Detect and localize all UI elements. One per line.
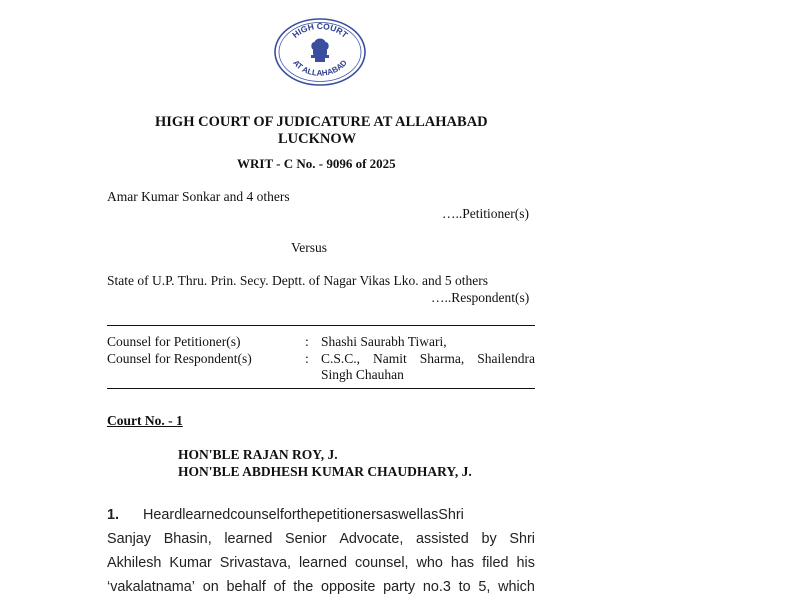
counsel-word: Shailendra xyxy=(477,351,535,366)
respondent-role: …..Respondent(s) xyxy=(431,290,530,305)
counsel-word: C.S.C., xyxy=(321,351,361,366)
paragraph-word: assisted xyxy=(416,531,469,547)
paragraph-word: 5, xyxy=(478,579,491,595)
paragraph-word: petitioners xyxy=(316,507,384,523)
paragraph-word: the xyxy=(296,507,317,523)
paragraph-word: behalf xyxy=(226,579,266,595)
paragraph-word: the xyxy=(293,579,314,595)
paragraph-word: has xyxy=(450,555,475,571)
paragraph-line-3 xyxy=(107,551,535,575)
paragraph-word: Bhasin, xyxy=(163,531,212,547)
paragraph-line-4 xyxy=(107,575,535,599)
counsel-respondent-value-line1 xyxy=(321,351,535,367)
respondent-name: State of U.P. Thru. Prin. Secy. Deptt. of Nagar Vikas Lko. and 5 others xyxy=(107,273,489,288)
paragraph-word: ‘vakalatnama’ xyxy=(107,579,195,595)
paragraph-word: counsel, xyxy=(354,555,409,571)
petitioner-role: …..Petitioner(s) xyxy=(442,206,529,221)
paragraph-word: on xyxy=(202,579,219,595)
counsel-petitioner-colon: : xyxy=(305,334,309,349)
svg-text:HIGH COURT xyxy=(290,21,350,40)
counsel-respondent-label: Counsel for Respondent(s) xyxy=(107,351,252,366)
court-number: Court No. - 1 xyxy=(107,413,183,428)
paragraph-word: Advocate, xyxy=(339,531,404,547)
bench-judge-2: HON'BLE ABDHESH KUMAR CHAUDHARY, J. xyxy=(178,464,472,479)
writ-number: WRIT - C No. - 9096 of 2025 xyxy=(237,156,396,171)
petitioner-name: Amar Kumar Sonkar and 4 others xyxy=(107,189,290,204)
paragraph-word: as xyxy=(383,507,399,523)
paragraph-word: Srivastava, xyxy=(219,555,291,571)
paragraph-word: learned xyxy=(298,555,347,571)
divider-top xyxy=(107,325,535,326)
versus-label: Versus xyxy=(291,240,327,255)
divider-bottom xyxy=(107,388,535,389)
paragraph-word: to xyxy=(458,579,471,595)
paragraph-word: party xyxy=(383,579,416,595)
paragraph-word: counsel xyxy=(230,507,280,523)
paragraph-line-1-words xyxy=(143,503,535,527)
paragraph-word: his xyxy=(516,555,535,571)
paragraph-word: as xyxy=(423,507,439,523)
paragraph-word: Heard xyxy=(143,507,183,523)
paragraph-word: learned xyxy=(182,507,231,523)
counsel-word: Sharma, xyxy=(419,351,465,366)
counsel-respondent-colon: : xyxy=(305,351,309,366)
court-seal-logo xyxy=(272,17,368,87)
counsel-respondent-value-line2: Singh Chauhan xyxy=(321,367,404,382)
paragraph-word: learned xyxy=(224,531,273,547)
paragraph-word: for xyxy=(279,507,297,523)
judgment-paragraph-1 xyxy=(107,503,535,599)
paragraph-word: no.3 xyxy=(422,579,451,595)
seal-bottom-text: AT ALLAHABAD xyxy=(291,58,349,78)
paragraph-word: by xyxy=(481,531,497,547)
court-title: HIGH COURT OF JUDICATURE AT ALLAHABAD xyxy=(155,114,488,130)
bench-judge-1: HON'BLE RAJAN ROY, J. xyxy=(178,447,338,462)
paragraph-word: Sanjay xyxy=(107,531,152,547)
paragraph-word: who xyxy=(416,555,443,571)
paragraph-word: well xyxy=(398,507,424,523)
counsel-word: Namit xyxy=(372,351,407,366)
counsel-petitioner-value: Shashi Saurabh Tiwari, xyxy=(321,334,447,349)
paragraph-line-2 xyxy=(107,527,535,551)
paragraph-word: Shri xyxy=(509,531,535,547)
counsel-petitioner-label: Counsel for Petitioner(s) xyxy=(107,334,241,349)
paragraph-number: 1. xyxy=(107,507,120,523)
paragraph-word: Shri xyxy=(438,507,464,523)
seal-emblem-icon xyxy=(272,17,368,87)
paragraph-word: opposite xyxy=(320,579,376,595)
paragraph-word: filed xyxy=(482,555,509,571)
seal-top-text: HIGH COURT xyxy=(290,20,350,40)
paragraph-word: which xyxy=(498,579,535,595)
paragraph-word: of xyxy=(273,579,286,595)
paragraph-word: Kumar xyxy=(169,555,212,571)
paragraph-word: Akhilesh xyxy=(107,555,162,571)
paragraph-word: Senior xyxy=(285,531,327,547)
court-location: LUCKNOW xyxy=(278,131,357,147)
paragraph-line-1 xyxy=(107,503,535,527)
